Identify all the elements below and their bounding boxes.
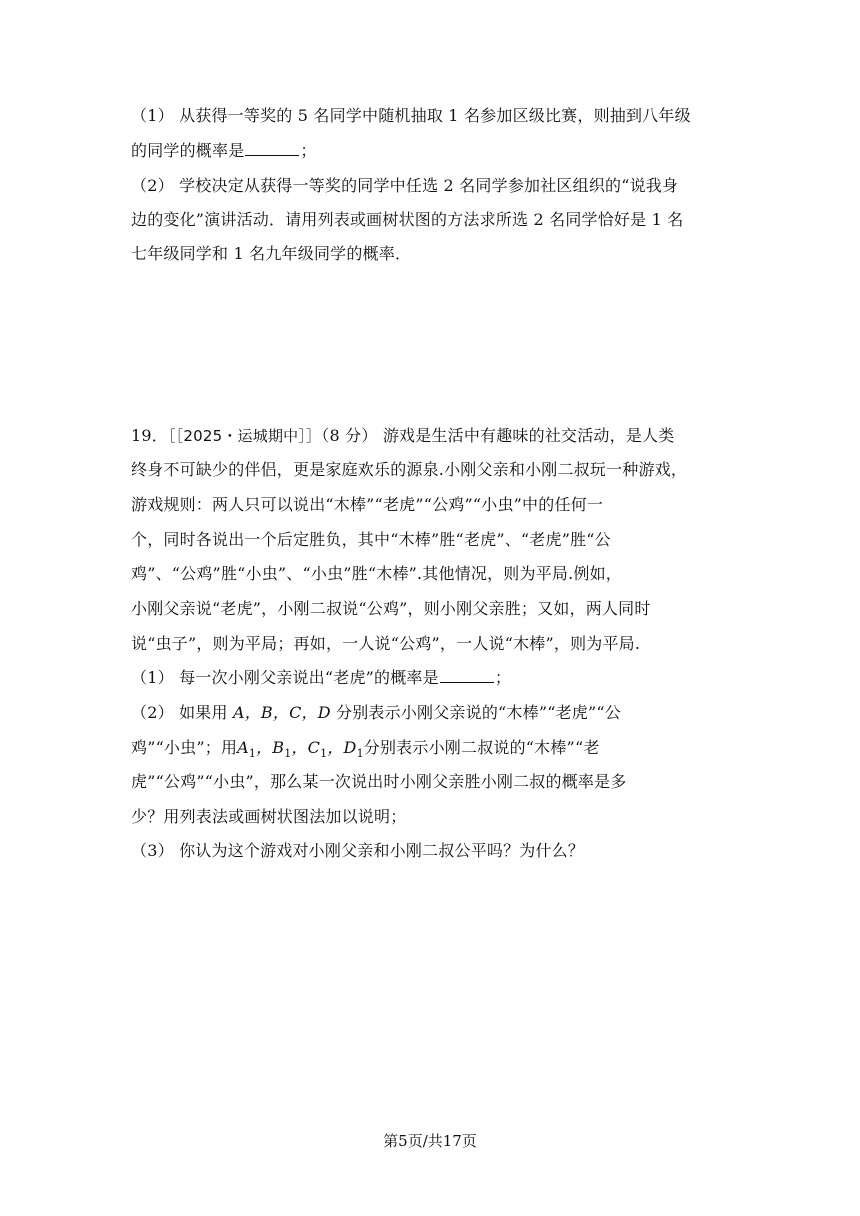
q18-sub1-line1: （1） 从获得一等奖的 5 名同学中随机抽取 1 名参加区级比赛，则抽到八年级: [131, 106, 691, 125]
q18-sub1-line2: [131, 141, 317, 161]
q18-sub1-end: ；: [300, 141, 317, 160]
q19-sub2-text-b: 分别表示小刚父亲说的“木棒”“老虎”“公: [330, 703, 621, 722]
q19-line2: 终身不可缺少的伴侣，更是家庭欢乐的源泉.小刚父亲和小刚二叔玩一种游戏，: [131, 460, 688, 479]
q19-sub2-line4: 少？用列表法或画树状图法加以说明；: [131, 807, 407, 826]
q18-sub1-text: 的同学的概率是: [131, 141, 245, 160]
q19-line4: 个，同时各说出一个后定胜负，其中“木棒”胜“老虎”、“老虎”胜“公: [131, 530, 611, 549]
q19-sub1: [131, 668, 511, 688]
answer-blank: [245, 141, 299, 156]
q19-sub2-line2-text-b: 分别表示小刚二叔说的“木棒”“老: [363, 738, 600, 757]
q19-sub2-line2-text-a: 鸡”“小虫”；用: [131, 738, 238, 757]
answer-blank: [440, 668, 494, 683]
q19-line7: 说“虫子”，则为平局；再如，一人说“公鸡”，一人说“木棒”，则为平局.: [131, 634, 641, 653]
q19-line6: 小刚父亲说“老虎”，小刚二叔说“公鸡”，则小刚父亲胜；又如，两人同时: [131, 599, 651, 618]
q19-line3: 游戏规则：两人只可以说出“木棒”“老虎”“公鸡”“小虫”中的任何一: [131, 495, 604, 514]
q19-sub3: （3） 你认为这个游戏对小刚父亲和小刚二叔公平吗？为什么？: [131, 841, 585, 860]
q19-sub2-line2: [131, 738, 600, 764]
points-label: （8 分）: [321, 426, 378, 445]
q18-sub2-line2: 边的变化”演讲活动．请用列表或画树状图的方法求所选 2 名同学恰好是 1 名: [131, 210, 684, 229]
q18-sub2-line3: 七年级同学和 1 名九年级同学的概率．: [131, 244, 412, 263]
q19-sub1-text: （1） 每一次小刚父亲说出“老虎”的概率是: [131, 668, 439, 687]
q19-sub2-line3: 虎”“公鸡”“小虫”，那么某一次说出时小刚父亲胜小刚二叔的概率是多: [131, 772, 627, 791]
page-footer: 第5页/共17页: [383, 1132, 477, 1150]
q19-line1: [131, 426, 674, 446]
q19-sub2-text-a: （2） 如果用: [131, 703, 233, 722]
q19-line5: 鸡”、“公鸡”胜“小虫”、“小虫”胜“木棒”.其他情况，则为平局.例如，: [131, 564, 622, 583]
q19-line1-text: 游戏是生活中有趣味的社交活动，是人类: [377, 426, 675, 445]
q18-sub2-line1: （2） 学校决定从获得一等奖的同学中任选 2 名同学参加社区组织的“说我身: [131, 176, 679, 195]
q19-sub1-end: ；: [494, 668, 512, 687]
q19-sub2-line1: [131, 703, 621, 723]
math-subscript-variables: $A_1$，$B_1$，$C_1$，$D_1$: [237, 738, 364, 761]
source-tag: ［［2025・运城期中］］: [167, 427, 322, 445]
question-number: 19．: [131, 426, 168, 445]
math-variables: A，B，C，D: [232, 703, 331, 722]
